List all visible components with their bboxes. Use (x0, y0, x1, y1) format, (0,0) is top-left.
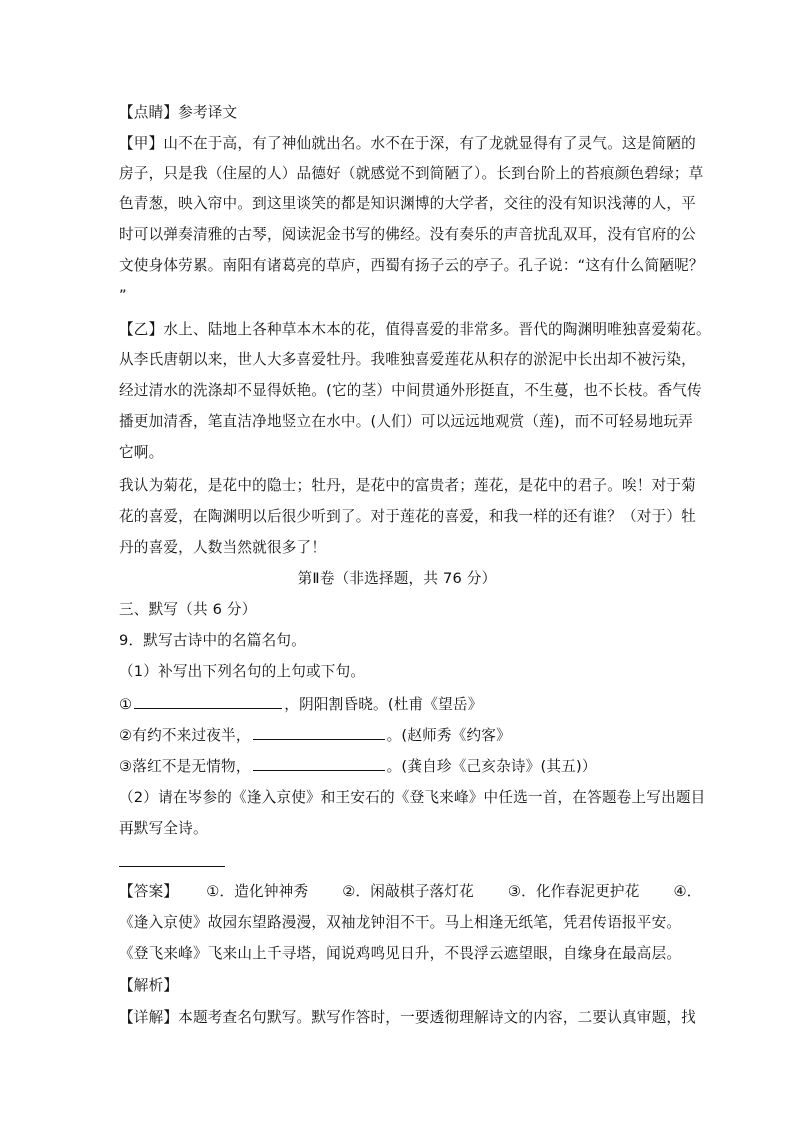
yi-line-6: 我认为菊花，是花中的隐士；牡丹，是花中的富贵者；莲花，是花中的君子。唉！对于菊 (119, 477, 696, 494)
fill-item-3 (119, 756, 597, 777)
fill-item-2-suffix: 。(赵师秀《约客》 (386, 727, 511, 744)
question-9-2-line-1: （2）请在岑参的《逢入京使》和王安石的《登飞来峰》中任选一首，在答题卷上写出题目 (119, 789, 706, 806)
fill-item-3-prefix: ③落红不是无情物， (119, 758, 251, 775)
jia-line-1: 【甲】山不在于高，有了神仙就出名。水不在于深，有了龙就显得有了灵气。这是简陋的 (119, 135, 696, 152)
fill-item-1-prefix: ① (119, 696, 133, 713)
jiexi-heading: 【解析】 (119, 977, 179, 994)
xiangjie-line: 【详解】本题考查名句默写。默写作答时，一要透彻理解诗文的内容，二要认真审题，找 (119, 1009, 696, 1026)
fill-item-1 (119, 694, 483, 715)
answer-item-1: ①．造化钟神秀 (206, 883, 309, 900)
fill-item-2-prefix: ②有约不来过夜半， (119, 727, 251, 744)
answer-poem-2: 《登飞来峰》飞来山上千寻塔，闻说鸡鸣见日升，不畏浮云遮望眼，自缘身在最高层。 (119, 945, 682, 962)
answer-label: 【答案】 (119, 883, 179, 900)
answer-blank-1[interactable] (134, 694, 282, 709)
part3-heading: 三、默写（共 6 分） (119, 601, 257, 618)
yi-line-1: 【乙】水上、陆地上各种草本木本的花，值得喜爱的非常多。晋代的陶渊明唯独喜爱菊花。 (119, 321, 711, 338)
answer-item-4: ④． (673, 883, 702, 900)
yi-line-5: 它啊。 (119, 444, 164, 461)
jia-line-3: 色青葱，映入帘中。到这里谈笑的都是知识渊博的大学者，交往的没有知识浅薄的人，平 (119, 195, 696, 212)
yi-line-7: 花的喜爱，在陶渊明以后很少听到了。对于莲花的喜爱，和我一样的还有谁？（对于）牡 (119, 508, 696, 525)
yi-line-3: 经过清水的洗涤却不显得妖艳。(它的茎）中间贯通外形挺直，不生蔓，也不长枝。香气传 (119, 382, 702, 399)
answer-line (119, 882, 702, 902)
fill-item-2 (119, 725, 511, 746)
question-9-2-line-2: 再默写全诗。 (119, 820, 208, 837)
jia-line-6: ” (119, 287, 127, 304)
question-9-1: （1）补写出下列名句的上句或下句。 (119, 663, 366, 680)
answer-blank-2[interactable] (253, 725, 385, 740)
yi-line-8: 丹的喜爱，人数当然就很多了！ (119, 539, 327, 556)
section-title: 第Ⅱ卷（非选择题，共 76 分） (297, 570, 497, 587)
answer-item-3: ③．化作春泥更护花 (507, 883, 640, 900)
yi-line-4: 播更加清香，笔直洁净地竖立在水中。(人们）可以远远地观赏（莲)，而不可轻易地玩弄 (119, 413, 693, 430)
answer-item-2: ②．闲敲棋子落灯花 (342, 883, 474, 900)
yi-line-2: 从李氏唐朝以来，世人大多喜爱牡丹。我唯独喜爱莲花从积存的淤泥中长出却不被污染， (119, 351, 696, 368)
jia-line-4: 时可以弹奏清雅的古琴，阅读泥金书写的佛经。没有奏乐的声音扰乱双耳，没有官府的公 (119, 226, 696, 243)
jia-line-2: 房子，只是我（住屋的人）品德好（就感觉不到简陋了）。长到台阶上的苔痕颜色碧绿；草 (119, 165, 704, 182)
footnote-divider (119, 866, 225, 867)
fill-item-3-suffix: 。(龚自珍《己亥杂诗》(其五)） (386, 758, 597, 775)
fill-item-1-suffix: ，阴阳割昏晓。(杜甫《望岳》 (284, 696, 483, 713)
jia-line-5: 文使身体劳累。南阳有诸葛亮的草庐，西蜀有扬子云的亭子。孔子说：“这有什么简陋呢？ (119, 257, 704, 274)
answer-blank-3[interactable] (253, 756, 385, 771)
answer-poem-1: 《逢入京使》故园东望路漫漫，双袖龙钟泪不干。马上相逢无纸笔，凭君传语报平安。 (119, 914, 682, 931)
question-9: 9．默写古诗中的名篇名句。 (119, 632, 307, 649)
dianjing-heading: 【点睛】参考译文 (119, 104, 238, 121)
